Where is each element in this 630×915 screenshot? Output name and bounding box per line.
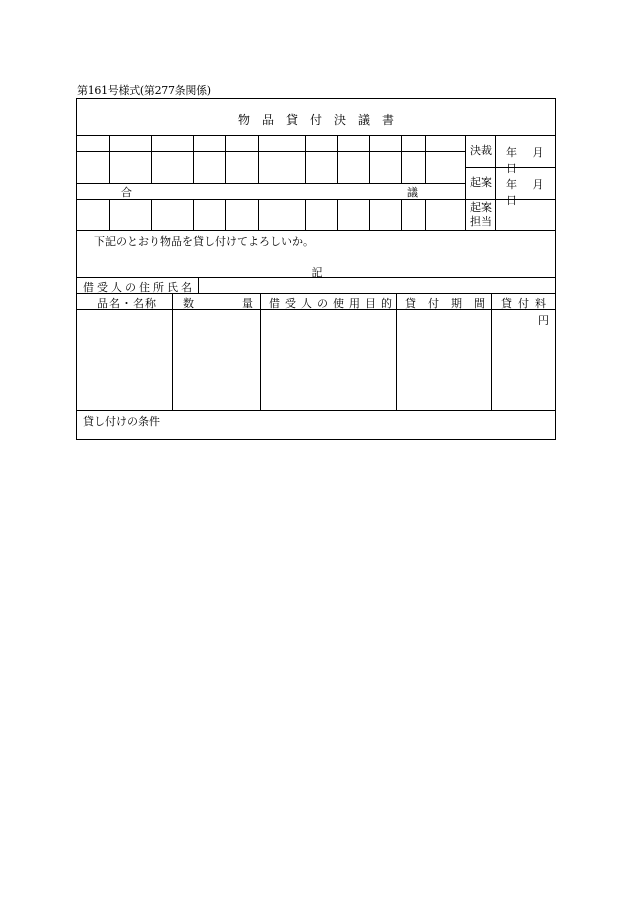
borrower-label: 借受人の住所氏名: [83, 281, 195, 294]
gou-label: 合: [121, 186, 132, 199]
conditions-label: 貸し付けの条件: [83, 415, 160, 428]
form-number: 第161号様式(第277条関係): [77, 84, 211, 97]
request-text: 下記のとおり物品を貸し付けてよろしいか。: [94, 235, 314, 248]
kessai-date: 年 月 日: [506, 146, 550, 175]
gi-label: 議: [407, 186, 418, 199]
col-purpose: 借受人の使用目的: [269, 297, 397, 310]
form-title: 物品貸付決議書: [237, 113, 406, 127]
kessai-label: 決裁: [470, 144, 492, 157]
loan-resolution-form: [76, 98, 556, 440]
col-fee: 貸付料: [501, 297, 552, 310]
col-period: 貸付期間: [405, 297, 497, 310]
fee-unit: 円: [538, 314, 549, 327]
col-quantity-1: 数: [183, 297, 194, 310]
col-item-name: 品名・名称: [97, 297, 157, 310]
kian-tanto-label: 起案 担当: [470, 201, 492, 228]
col-quantity-2: 量: [242, 297, 253, 310]
kian-label: 起案: [470, 176, 492, 189]
kian-date: 年 月 日: [506, 178, 550, 207]
ki-heading: 記: [311, 266, 323, 279]
